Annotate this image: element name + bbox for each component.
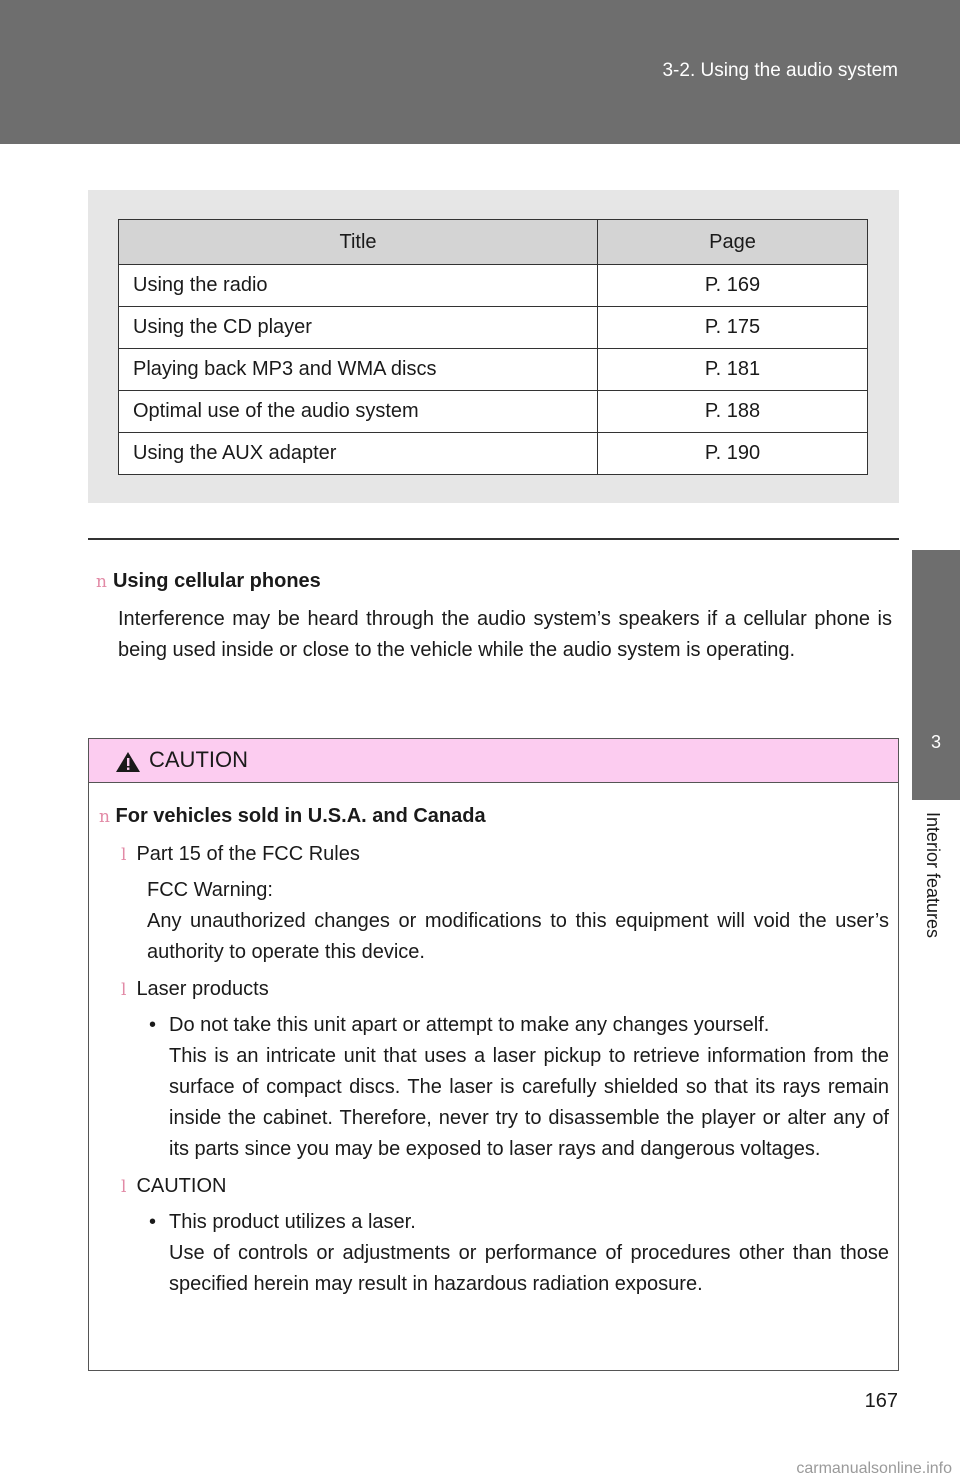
row-page: P. 190 [598, 433, 868, 475]
note-heading: Using cellular phones [112, 570, 321, 592]
section-title: 3-2. Using the audio system [662, 60, 898, 81]
row-title: Using the CD player [119, 307, 598, 349]
table-row [119, 349, 868, 391]
caution-box [88, 738, 899, 1371]
laser-bullet-text: Do not take this unit apart or attempt to make any changes yourself. [169, 1014, 770, 1036]
caution-item [121, 974, 889, 1006]
caution-bullet-text: This product utilizes a laser. [169, 1211, 416, 1233]
item-fcc: Part 15 of the FCC Rules [136, 843, 360, 865]
row-title: Playing back MP3 and WMA discs [119, 349, 598, 391]
row-title: Using the AUX adapter [119, 433, 598, 475]
row-title: Using the radio [119, 265, 598, 307]
fcc-warning-label: FCC Warning: [147, 879, 273, 901]
row-page: P. 175 [598, 307, 868, 349]
item-laser: Laser products [136, 978, 269, 1000]
table-row [119, 433, 868, 475]
caution-heading: For vehicles sold in U.S.A. and Canada [115, 805, 486, 827]
laser-bullet [147, 1010, 889, 1165]
caution-marker: n [99, 807, 110, 827]
caution-item [121, 1171, 889, 1203]
contents-table-box [88, 190, 899, 503]
caution-header [89, 739, 898, 783]
item-marker: l [121, 980, 127, 1000]
header-page: Page [598, 220, 868, 265]
table-row [119, 391, 868, 433]
cellular-note [96, 566, 892, 666]
table-row [119, 307, 868, 349]
caution-item [121, 839, 889, 871]
note-text: Interference may be heard through the audio system’s speakers if a cellular phone is being used inside or close to the vehicle while the audio system is operating. [118, 608, 892, 661]
row-page: P. 169 [598, 265, 868, 307]
table-header-row [119, 220, 868, 265]
site-watermark: carmanualsonline.info [796, 1460, 952, 1477]
header-title: Title [119, 220, 598, 265]
page-number: 167 [864, 1390, 898, 1412]
table-row [119, 265, 868, 307]
caution-bullet-cont: Use of controls or adjustments or performance of procedures other than those specified herein may result in hazardous radiation exposure. [169, 1242, 889, 1295]
item-marker: l [121, 845, 127, 865]
page-header [0, 0, 960, 144]
caution-body [99, 801, 889, 1300]
note-marker: n [96, 572, 107, 592]
chapter-band [912, 550, 960, 800]
chapter-label: Interior features [923, 812, 943, 939]
caution-bullet [147, 1207, 889, 1300]
item-caution: CAUTION [136, 1175, 227, 1197]
fcc-warning-text: Any unauthorized changes or modifications to this equipment will void the user’s authority to operate this device. [147, 910, 889, 963]
laser-bullet-cont: This is an intricate unit that uses a laser pickup to retrieve information from the surface of compact discs. The laser is carefully shielded so that its rays remain inside the cabinet. Therefore, never try to disassemble the player or alter any of its parts since you may be exposed to laser rays and dangerous voltages. [169, 1045, 889, 1160]
row-page: P. 188 [598, 391, 868, 433]
item-marker: l [121, 1177, 127, 1197]
contents-table [118, 219, 868, 475]
warning-icon [115, 751, 141, 773]
chapter-side-tab [912, 144, 960, 1484]
caution-title: CAUTION [149, 747, 248, 772]
section-divider [88, 538, 899, 540]
row-title: Optimal use of the audio system [119, 391, 598, 433]
row-page: P. 181 [598, 349, 868, 391]
chapter-number: 3 [930, 732, 941, 752]
